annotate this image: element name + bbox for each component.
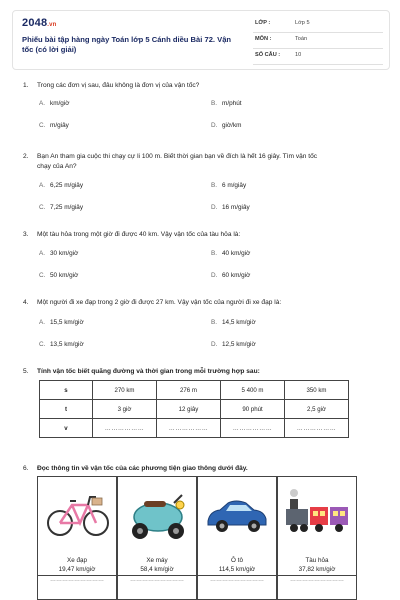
meta-row-question-count: SỐ CÂU : 10 [253,49,383,65]
scooter-icon [122,481,192,551]
q4-option-b[interactable]: B. 14,5 km/giờ [211,319,256,326]
q3-option-a[interactable]: A. 30 km/giờ [39,250,79,257]
answer-blank[interactable]: ……………… [221,419,285,438]
car-icon [202,481,272,551]
meta-info [253,17,383,65]
table-row: v ……………… ……………… ……………… ……………… [40,419,349,438]
q3-option-d[interactable]: D. 60 km/giờ [211,272,251,279]
train-icon [282,481,352,551]
table-row: s 270 km 276 m 5 400 m 350 km [40,381,349,400]
q3-option-c[interactable]: C. 50 km/giờ [39,272,79,279]
bicycle-icon [42,481,112,551]
vehicle-scooter: Xe máy 58,4 km/giờ ……………………… [117,476,197,600]
site-logo[interactable]: 2048.vn [22,17,57,29]
worksheet-title: Phiếu bài tập hàng ngày Toán lớp 5 Cánh diều Bài 72. Vận tốc (có lời giải) [22,35,232,54]
speed-table [39,380,349,438]
table-row: t 3 giờ 12 giây 90 phút 2,5 giờ [40,400,349,419]
q4-option-a[interactable]: A. 15,5 km/giờ [39,319,84,326]
vehicle-bicycle: Xe đạp 19,47 km/giờ ……………………… [37,476,117,600]
q2-option-a[interactable]: A. 6,25 m/giây [39,182,84,189]
vehicle-car: Ô tô 114,5 km/giờ ……………………… [197,476,277,600]
q2-option-c[interactable]: C. 7,25 m/giây [39,204,84,211]
worksheet-page: 2048.vn Phiếu bài tập hàng ngày Toán lớp 5 Cánh diều Bài 72. Vận tốc (có lời giải) LỚP : Lớp 5 MÔN : Toán SỐ CÂU : 10 1. Trong các đơn vị sau, đâu không là đơn vị của vận tốc? A. km/giờ B. m/phút C. m/giây D. giờ/km 2. Bạn An tham gia cuộc thi chạy cự li 100 m. Biết thời gian bạn về đích là hết 16 giây. Tìm vận tốc chạy của An? A. 6,25 m/giây B. 6 m/giây C. 7,25 m/giây D. 16 m/giây 3. Một tàu hỏa trong một giờ đi được 40 km. Vậy vận tốc của tàu hỏa là: A. 30 km/giờ B. 40 km/giờ C. 50 km/giờ D. 60 km/giờ 4. Một người đi xe đạp trong 2 giờ đi được 27 km. Vậy vận tốc của người đi xe đạp là: A. 15,5 km/giờ B. 14,5 km/giờ C. 13,5 km/giờ D. 12,5 km/giờ 5. Tính vận tốc biết quãng đường và thời gian trong mỗi trường hợp sau: s 270 km 276 m 5 400 m 350 km t 3 giờ 12 giây 90 phút 2,5 giờ v ……………… ……………… ……………… ……………… 6. Đọc thông tin về vận tốc của các phương tiện giao thông dưới đây. Xe đạp 19,47 km/giờ ……………………… Xe máy 58,4 km/giờ ……………………… Ô tô 114,5 km/giờ ……………………… Tàu hỏa 37,82 km/giờ ……………………… [0,0,400,600]
q1-option-b[interactable]: B. m/phút [211,100,242,107]
answer-blank[interactable]: ……………………… [290,577,344,583]
vehicle-train: Tàu hỏa 37,82 km/giờ ……………………… [277,476,357,600]
answer-blank[interactable]: ……………………… [210,577,264,583]
q4-option-c[interactable]: C. 13,5 km/giờ [39,341,84,348]
q4-option-d[interactable]: D. 12,5 km/giờ [211,341,256,348]
answer-blank[interactable]: ……………… [285,419,349,438]
q2-option-b[interactable]: B. 6 m/giây [211,182,247,189]
meta-row-subject: MÔN : Toán [253,33,383,49]
vehicle-table [37,476,357,600]
q2-option-d[interactable]: D. 16 m/giây [211,204,250,211]
answer-blank[interactable]: ……………………… [50,577,104,583]
meta-row-class: LỚP : Lớp 5 [253,17,383,33]
answer-blank[interactable]: ……………… [93,419,157,438]
answer-blank[interactable]: ……………… [157,419,221,438]
answer-blank[interactable]: ……………………… [130,577,184,583]
q1-option-c[interactable]: C. m/giây [39,122,69,129]
q1-option-a[interactable]: A. km/giờ [39,100,70,107]
q3-option-b[interactable]: B. 40 km/giờ [211,250,251,257]
worksheet-header [12,10,390,70]
q1-option-d[interactable]: D. giờ/km [211,122,242,129]
